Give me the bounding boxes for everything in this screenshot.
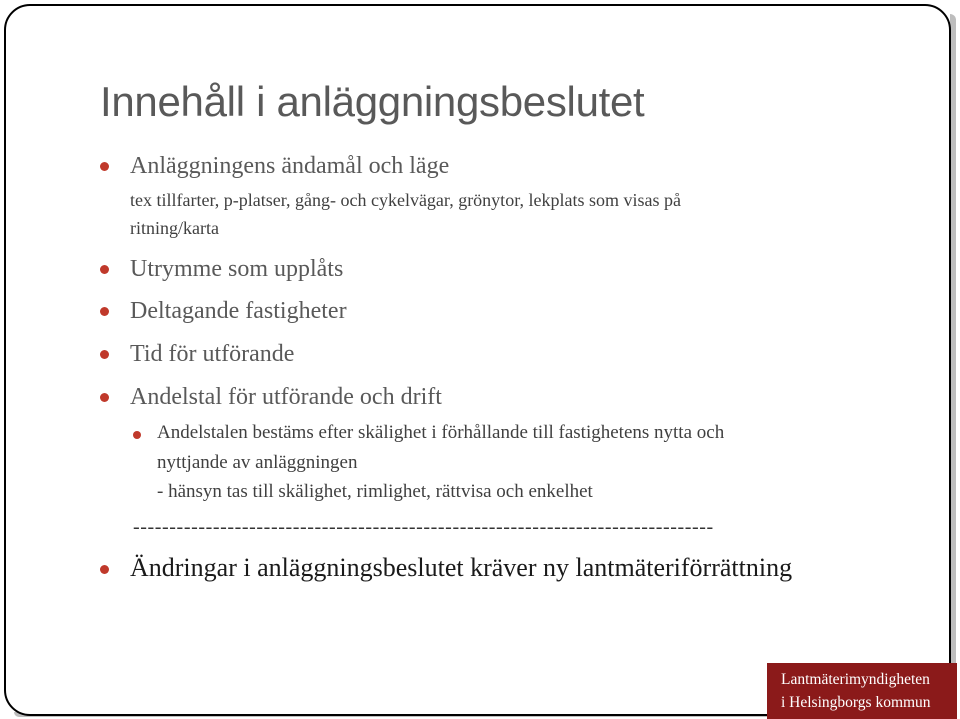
bullet-purpose-detail-line1: tex tillfarter, p-platser, gång- och cykelvägar, grönytor, lekplats som visas på: [130, 190, 681, 210]
subbullet-shares-line3: - hänsyn tas till skälighet, rimlighet, rättvisa och enkelhet: [157, 481, 593, 502]
bullet-dot-icon: [100, 162, 109, 171]
bullet-purpose: Anläggningens ändamål och läge: [130, 153, 450, 179]
bullet-time: Tid för utförande: [130, 341, 295, 367]
dashed-separator: --------------------------------------------------------------------------------: [133, 516, 714, 538]
bullet-space: Utrymme som upplåts: [130, 256, 344, 282]
subbullet-shares-line1: Andelstalen bestäms efter skälighet i förhållande till fastighetens nytta och: [157, 422, 725, 443]
subbullet-dot-icon: [133, 431, 141, 439]
bullet-dot-icon: [100, 350, 109, 359]
slide-title: Innehåll i anläggningsbeslutet: [100, 78, 645, 125]
bullet-dot-icon: [100, 393, 109, 402]
bullet-dot-icon: [100, 265, 109, 274]
bullet-properties: Deltagande fastigheter: [130, 298, 347, 324]
bullet-purpose-detail-line2: ritning/karta: [130, 218, 219, 238]
authority-logo: [767, 663, 957, 719]
logo-line1: Lantmäterimyndigheten: [781, 671, 930, 688]
bullet-shares: Andelstal för utförande och drift: [130, 384, 442, 410]
logo-line2: i Helsingborgs kommun: [781, 694, 931, 711]
bullet-changes: Ändringar i anläggningsbeslutet kräver ny lantmäteriförrättning: [130, 553, 793, 582]
bullet-dot-icon: [100, 565, 109, 574]
bullet-dot-icon: [100, 307, 109, 316]
subbullet-shares-line2: nyttjande av anläggningen: [157, 452, 358, 473]
